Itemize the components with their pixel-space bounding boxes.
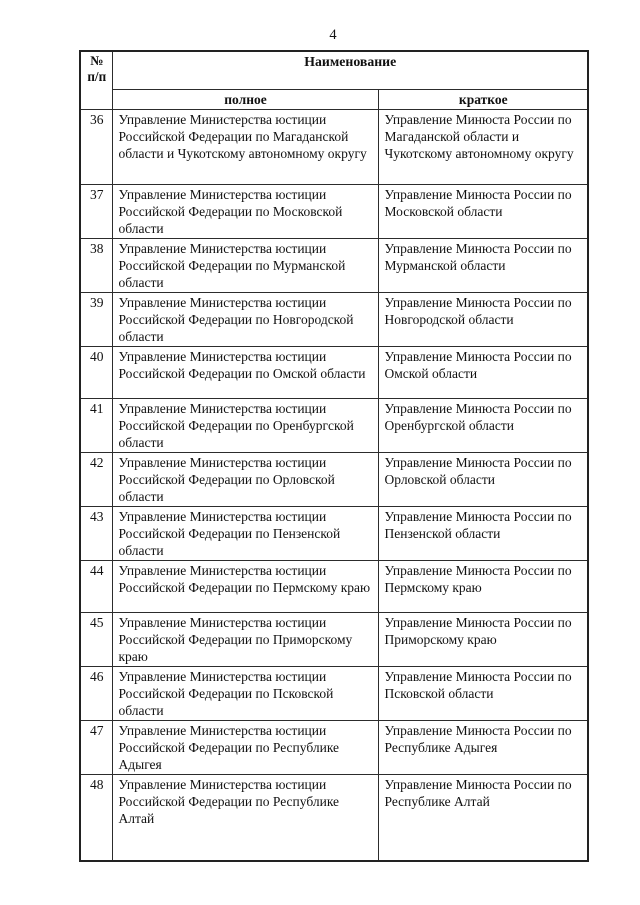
table-header-row-1 — [80, 51, 588, 90]
header-num-line1: № — [90, 53, 104, 68]
short-name-cell: Управление Минюста России по Псковской области — [378, 667, 588, 721]
row-number-cell: 42 — [80, 453, 112, 507]
table-row — [80, 561, 588, 613]
short-name-cell: Управление Минюста России по Московской области — [378, 185, 588, 239]
full-name-cell: Управление Министерства юстиции Российской Федерации по Республике Алтай — [112, 775, 378, 862]
page-number: 4 — [329, 27, 337, 43]
row-number-cell: 44 — [80, 561, 112, 613]
short-name-cell: Управление Минюста России по Приморскому краю — [378, 613, 588, 667]
full-name-cell: Управление Министерства юстиции Российской Федерации по Псковской области — [112, 667, 378, 721]
header-num-line2: п/п — [87, 69, 107, 84]
short-name-cell: Управление Минюста России по Магаданской области и Чукотскому автономному округу — [378, 110, 588, 185]
short-name-cell: Управление Минюста России по Омской области — [378, 347, 588, 399]
table-row — [80, 347, 588, 399]
header-short-cell: краткое — [378, 90, 588, 110]
row-number-cell: 38 — [80, 239, 112, 293]
full-name-cell: Управление Министерства юстиции Российской Федерации по Мурманской области — [112, 239, 378, 293]
short-name-cell: Управление Минюста России по Республике Алтай — [378, 775, 588, 862]
full-name-cell: Управление Министерства юстиции Российской Федерации по Оренбургской области — [112, 399, 378, 453]
short-name-cell: Управление Минюста России по Оренбургской области — [378, 399, 588, 453]
row-number-cell: 45 — [80, 613, 112, 667]
row-number-cell: 37 — [80, 185, 112, 239]
row-number-cell: 36 — [80, 110, 112, 185]
table-row — [80, 453, 588, 507]
short-name-cell: Управление Минюста России по Орловской области — [378, 453, 588, 507]
table-row — [80, 399, 588, 453]
short-name-cell: Управление Минюста России по Мурманской области — [378, 239, 588, 293]
table-row — [80, 293, 588, 347]
row-number-cell: 48 — [80, 775, 112, 862]
full-name-cell: Управление Министерства юстиции Российской Федерации по Пензенской области — [112, 507, 378, 561]
full-name-cell: Управление Министерства юстиции Российской Федерации по Республике Адыгея — [112, 721, 378, 775]
table-row — [80, 721, 588, 775]
full-name-cell: Управление Министерства юстиции Российской Федерации по Магаданской области и Чукотскому автономному округу — [112, 110, 378, 185]
row-number-cell: 47 — [80, 721, 112, 775]
short-name-cell: Управление Минюста России по Пензенской области — [378, 507, 588, 561]
header-name-cell: Наименование — [112, 51, 588, 90]
full-name-cell: Управление Министерства юстиции Российской Федерации по Приморскому краю — [112, 613, 378, 667]
row-number-cell: 41 — [80, 399, 112, 453]
table-header-row-2 — [80, 90, 588, 110]
table-row — [80, 110, 588, 185]
row-number-cell: 46 — [80, 667, 112, 721]
full-name-cell: Управление Министерства юстиции Российской Федерации по Орловской области — [112, 453, 378, 507]
row-number-cell: 40 — [80, 347, 112, 399]
table-row — [80, 185, 588, 239]
departments-table — [79, 50, 589, 862]
table-row — [80, 613, 588, 667]
full-name-cell: Управление Министерства юстиции Российской Федерации по Омской области — [112, 347, 378, 399]
short-name-cell: Управление Минюста России по Республике Адыгея — [378, 721, 588, 775]
table-row — [80, 507, 588, 561]
row-number-cell: 39 — [80, 293, 112, 347]
table-row — [80, 239, 588, 293]
table-row — [80, 775, 588, 862]
short-name-cell: Управление Минюста России по Новгородской области — [378, 293, 588, 347]
table-row — [80, 667, 588, 721]
header-full-cell: полное — [112, 90, 378, 110]
short-name-cell: Управление Минюста России по Пермскому краю — [378, 561, 588, 613]
full-name-cell: Управление Министерства юстиции Российской Федерации по Московской области — [112, 185, 378, 239]
header-num-cell — [80, 51, 112, 110]
row-number-cell: 43 — [80, 507, 112, 561]
full-name-cell: Управление Министерства юстиции Российской Федерации по Пермскому краю — [112, 561, 378, 613]
full-name-cell: Управление Министерства юстиции Российской Федерации по Новгородской области — [112, 293, 378, 347]
